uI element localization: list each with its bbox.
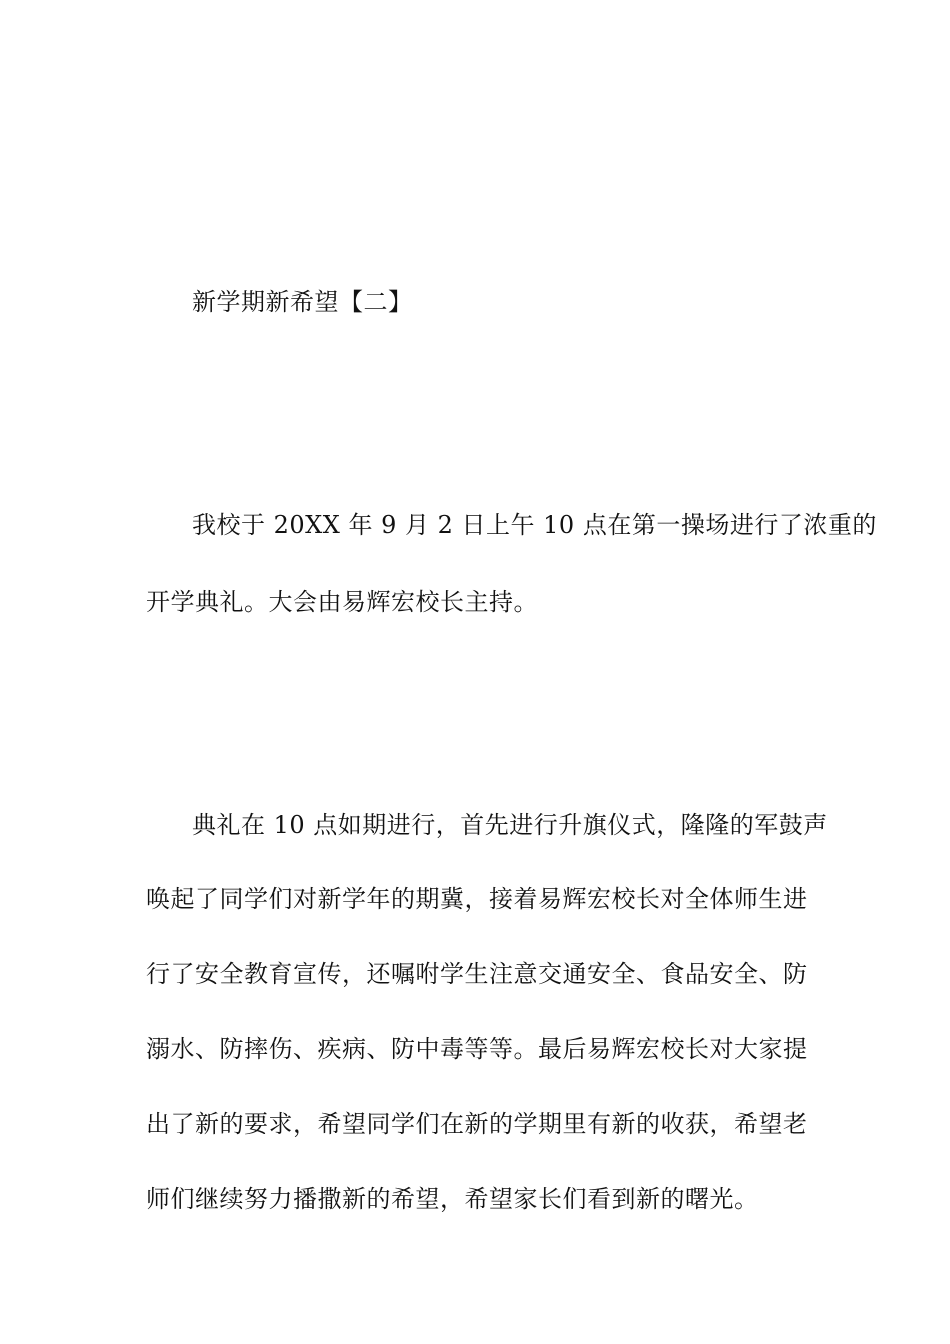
paragraph-2-line-2: 唤起了同学们对新学年的期冀，接着易辉宏校长对全体师生进 [146, 885, 808, 913]
paragraph-1-line-2: 开学典礼。大会由易辉宏校长主持。 [146, 588, 538, 616]
paragraph-2-line-4: 溺水、防摔伤、疾病、防中毒等等。最后易辉宏校长对大家提 [146, 1035, 808, 1063]
paragraph-1-line-1: 我校于 20XX 年 9 月 2 日上午 10 点在第一操场进行了浓重的 [192, 511, 877, 539]
paragraph-2-line-5: 出了新的要求，希望同学们在新的学期里有新的收获，希望老 [146, 1110, 808, 1138]
document-heading: 新学期新希望【二】 [192, 288, 413, 316]
paragraph-2-line-3: 行了安全教育宣传，还嘱咐学生注意交通安全、食品安全、防 [146, 960, 808, 988]
paragraph-2-line-6: 师们继续努力播撒新的希望，希望家长们看到新的曙光。 [146, 1185, 759, 1213]
paragraph-2-line-1: 典礼在 10 点如期进行，首先进行升旗仪式，隆隆的军鼓声 [192, 811, 828, 839]
